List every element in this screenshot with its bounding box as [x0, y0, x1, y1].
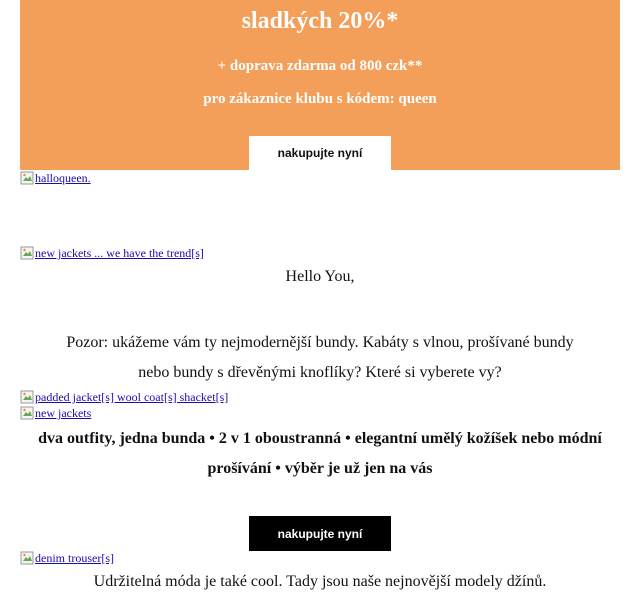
shop-now-button[interactable]: nakupujte nyní [249, 516, 391, 551]
intro-paragraph: Pozor: ukážeme vám ty nejmodernější bundy. Kabáty s vlnou, prošívané bundy nebo bundy s dřevěnými knoflíky? Které si vyberete vy? [66, 334, 574, 381]
broken-image-icon [20, 246, 34, 260]
promo-code-text: pro zákaznice klubu s kódem: queen [203, 91, 437, 107]
new-jackets-link[interactable]: new jackets [35, 406, 92, 420]
halloqueen-link[interactable]: halloqueen. [35, 171, 91, 185]
jackets-trend-link[interactable]: new jackets ... we have the trend[s] [35, 246, 204, 260]
new-jackets-image[interactable] [20, 406, 91, 420]
denim-paragraph: Udržitelná móda je také cool. Tady jsou naše nejnovější modely džínů. [93, 573, 547, 590]
denim-trousers-link[interactable]: denim trouser[s] [35, 551, 114, 565]
broken-image-icon [20, 551, 34, 565]
padded-jackets-link[interactable]: padded jacket[s] wool coat[s] shacket[s] [35, 390, 229, 404]
broken-image-icon [20, 406, 34, 420]
halloqueen-image[interactable] [20, 171, 91, 185]
padded-jackets-image[interactable] [20, 390, 228, 404]
jackets-trend-image[interactable] [20, 246, 204, 260]
broken-image-icon [20, 171, 34, 185]
outfits-paragraph: dva outfity, jedna bunda • 2 v 1 oboustranná • elegantní umělý kožíšek nebo módní prošívání • výběr je už jen na vás [38, 430, 602, 477]
greeting-text: Hello You, [285, 268, 355, 285]
shop-now-button-top[interactable]: nakupujte nyní [249, 136, 391, 170]
promo-headline: sladkých 20%* [241, 8, 399, 34]
denim-trousers-image[interactable] [20, 551, 114, 565]
broken-image-icon [20, 390, 34, 404]
promo-shipping-text: + doprava zdarma od 800 czk** [217, 58, 423, 74]
